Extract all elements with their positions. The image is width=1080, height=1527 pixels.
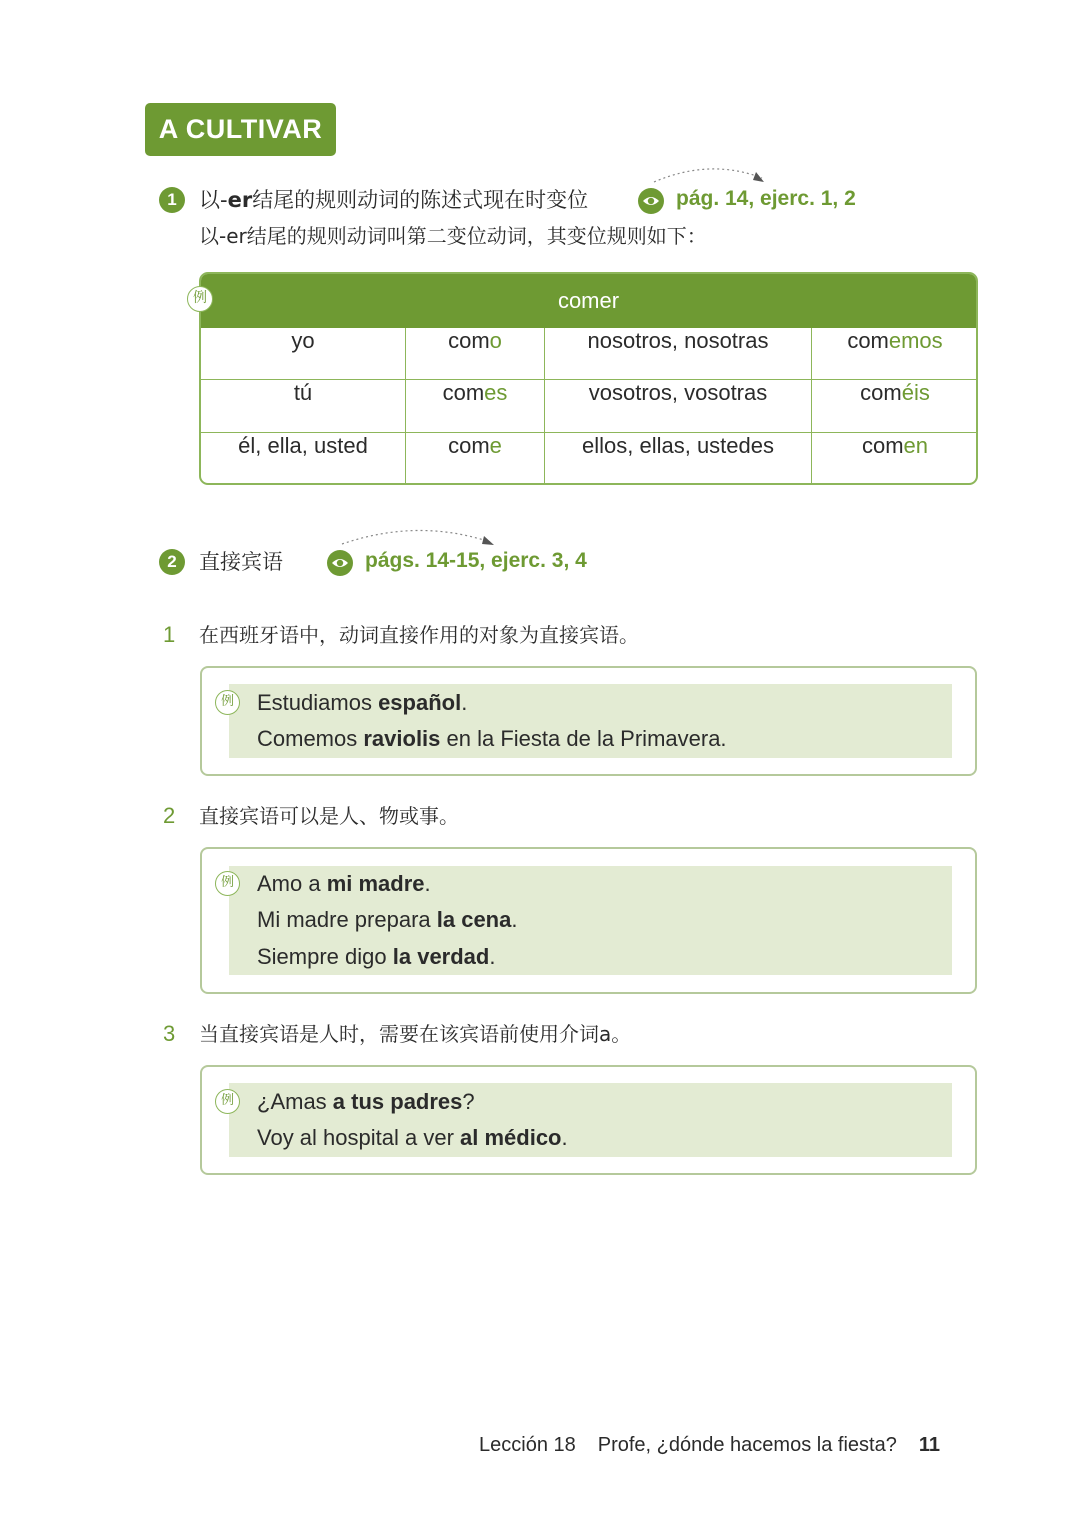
- table-cell-pronoun: tú: [293, 380, 313, 405]
- point-number: 3: [163, 1021, 176, 1046]
- section-number-badge: 1: [159, 187, 185, 213]
- verb-stem: com: [448, 433, 490, 458]
- table-cell-pronoun-plural: nosotros, nosotras: [587, 328, 769, 353]
- table-header-verb: comer: [201, 274, 976, 328]
- table-cell-form: [406, 380, 544, 432]
- verb-ending: emos: [888, 328, 943, 353]
- table-cell-form: [406, 433, 544, 485]
- verb-ending: o: [489, 328, 502, 353]
- point-text: 当直接宾语是人时，需要在该宾语前使用介词a。: [199, 1022, 632, 1046]
- footer-lesson: Lección 18: [479, 1434, 576, 1456]
- verb-stem: com: [448, 328, 490, 353]
- table-cell-pronoun: yo: [291, 328, 315, 353]
- verb-ending: en: [903, 433, 929, 458]
- verb-ending: e: [489, 433, 502, 458]
- table-cell-form-plural: [812, 433, 978, 485]
- exercise-reference-link[interactable]: pág. 14, ejerc. 1, 2: [676, 187, 856, 210]
- point-number: 2: [163, 803, 176, 828]
- table-cell-form: [406, 328, 544, 380]
- page-number: 11: [918, 1434, 940, 1456]
- verb-ending: éis: [901, 380, 930, 405]
- title-suffix: 结尾的规则动词的陈述式现在时变位: [252, 188, 589, 212]
- title-bold: er: [227, 188, 253, 212]
- point-text: 在西班牙语中，动词直接作用的对象为直接宾语。: [199, 623, 639, 647]
- example-sentence: ¿Amas a tus padres?: [257, 1089, 475, 1114]
- verb-stem: com: [860, 380, 902, 405]
- verb-stem: com: [861, 433, 904, 458]
- conjugation-table: [199, 272, 978, 485]
- table-cell-form-plural: [812, 328, 978, 380]
- section-intro: 以-er结尾的规则动词叫第二变位动词，其变位规则如下：: [199, 224, 707, 248]
- example-sentence: Siempre digo la verdad.: [257, 944, 496, 969]
- example-sentence: Mi madre prepara la cena.: [257, 907, 518, 932]
- point-number: 1: [163, 622, 176, 647]
- table-cell-pronoun: él, ella, usted: [238, 433, 368, 458]
- example-badge-icon: 例: [215, 690, 240, 715]
- verb-stem: com: [847, 328, 889, 353]
- example-sentence: Amo a mi madre.: [257, 871, 431, 896]
- verb-ending: es: [484, 380, 508, 405]
- table-cell-form-plural: [812, 380, 978, 432]
- example-sentence: Voy al hospital a ver al médico.: [257, 1125, 568, 1150]
- example-sentence: Comemos raviolis en la Fiesta de la Primavera.: [257, 726, 727, 751]
- section-number-badge: 2: [159, 549, 185, 575]
- exercise-reference-link[interactable]: págs. 14-15, ejerc. 3, 4: [365, 549, 587, 572]
- table-cell-pronoun-plural: vosotros, vosotras: [588, 380, 768, 405]
- point-text: 直接宾语可以是人、物或事。: [199, 804, 459, 828]
- example-badge-icon: 例: [215, 871, 240, 896]
- table-cell-pronoun-plural: ellos, ellas, ustedes: [582, 433, 774, 458]
- footer-title: Profe, ¿dónde hacemos la fiesta?: [597, 1434, 897, 1456]
- title-prefix: 以-: [199, 188, 228, 212]
- page-footer: [479, 1431, 940, 1459]
- section-banner: A CULTIVAR: [145, 103, 336, 156]
- eye-icon: [327, 550, 353, 576]
- verb-stem: com: [442, 380, 485, 405]
- example-sentence: Estudiamos español.: [257, 690, 468, 715]
- example-badge-icon: 例: [187, 286, 213, 312]
- eye-icon: [638, 188, 664, 214]
- example-badge-icon: 例: [215, 1089, 240, 1114]
- section-title: [199, 186, 588, 214]
- section-title: 直接宾语: [199, 550, 283, 574]
